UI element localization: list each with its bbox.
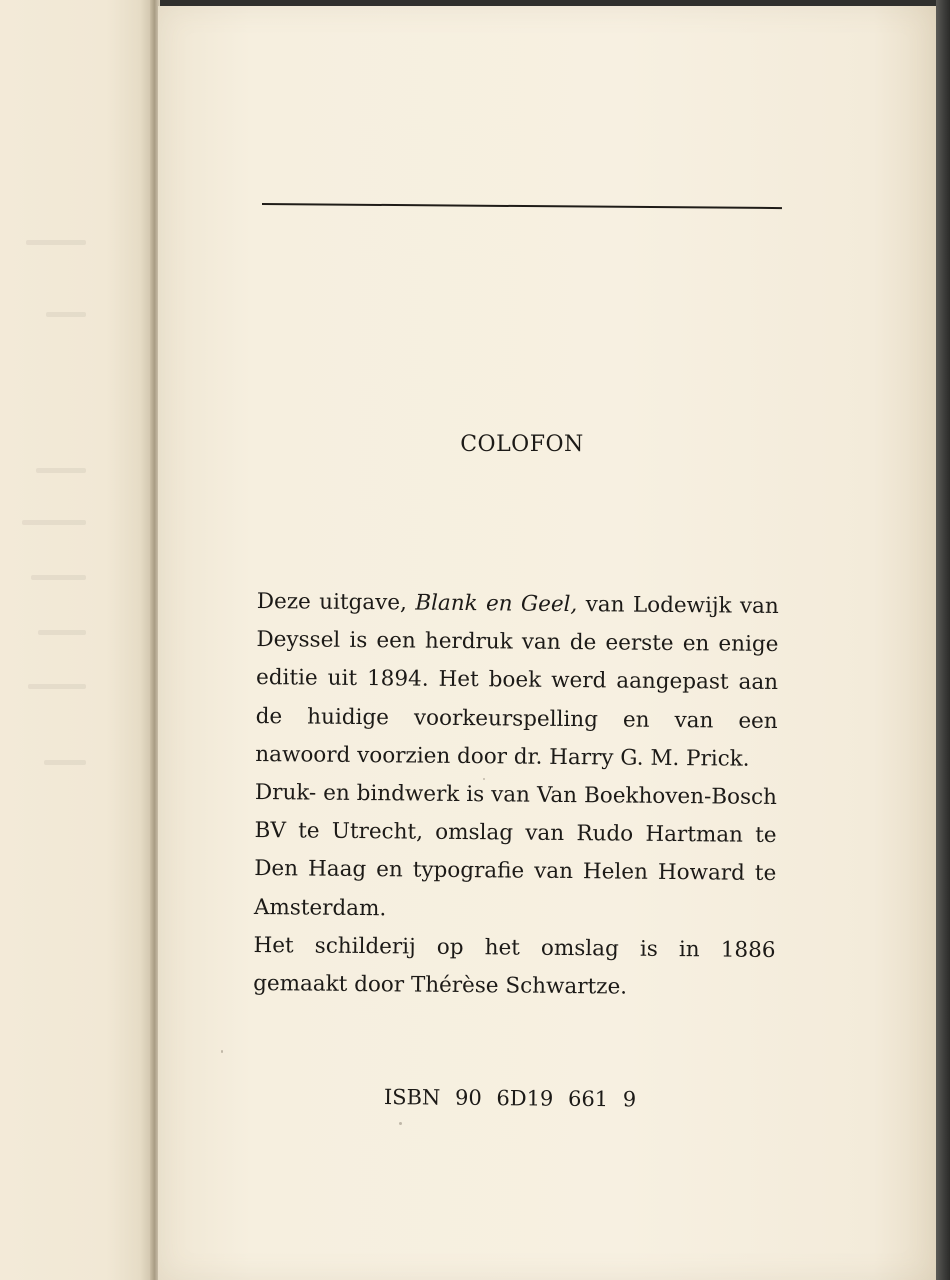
bleed-through-mark bbox=[38, 630, 86, 635]
bleed-through-mark bbox=[31, 575, 86, 580]
bleed-through-mark bbox=[36, 468, 86, 473]
book-title: Blank en Geel, bbox=[415, 590, 578, 618]
page-edge bbox=[936, 0, 950, 1280]
bleed-through-mark bbox=[22, 520, 86, 525]
page-title: COLOFON bbox=[460, 432, 584, 457]
bleed-through-mark bbox=[46, 312, 86, 317]
production-paragraph: Druk- en bindwerk is van Van Boekhoven-Bosch BV te Utrecht, omslag van Rudo Hartman te Den Haag en typografie van Helen Howard te Amsterdam. bbox=[253, 780, 778, 921]
bleed-through-mark bbox=[44, 760, 86, 765]
edition-paragraph bbox=[255, 583, 779, 779]
bleed-through-mark bbox=[28, 684, 86, 689]
paper-speck bbox=[399, 1122, 402, 1125]
isbn-number: ISBN 90 6D19 661 9 bbox=[383, 1085, 637, 1112]
edition-text-end: van Lodewijk van Deyssel is een herdruk van de eerste en enige editie uit 1894. Het boek werd aangepast aan de huidige voorkeurspelling en van een nawoord voorzien door dr. Harry G. M. Prick. bbox=[255, 592, 779, 772]
left-page bbox=[0, 0, 152, 1280]
bleed-through-mark bbox=[26, 240, 86, 245]
cover-painting-paragraph: Het schilderij op het omslag is in 1886 gemaakt door Thérèse Schwartze. bbox=[253, 932, 776, 1000]
colofon-body bbox=[253, 583, 779, 1008]
edition-text-start: Deze uitgave, bbox=[256, 588, 416, 616]
paper-speck bbox=[221, 1050, 223, 1053]
paper-speck bbox=[483, 778, 485, 780]
